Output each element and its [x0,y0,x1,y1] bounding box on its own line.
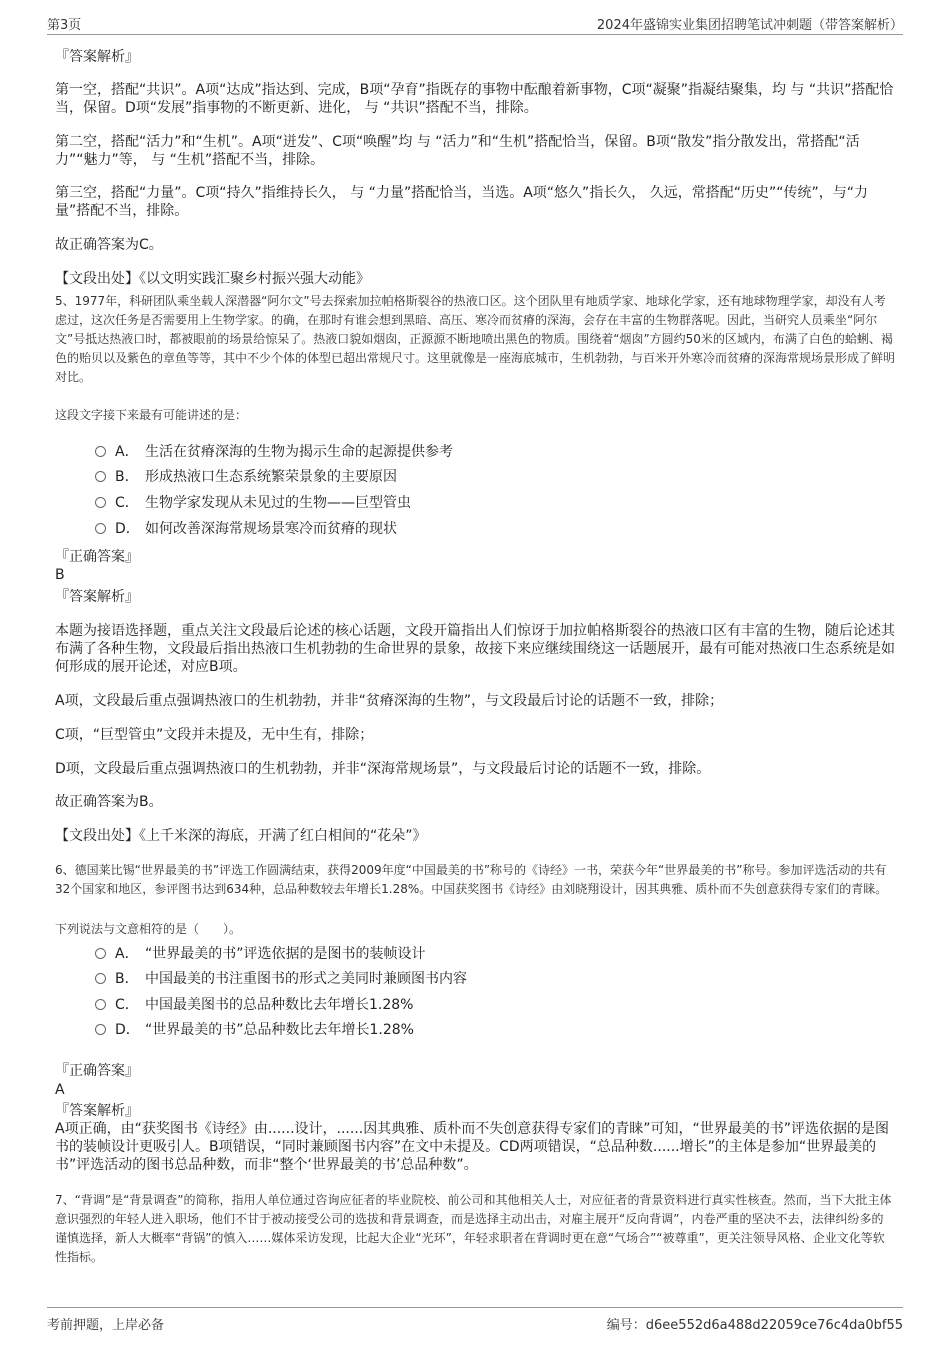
q6-option-a[interactable]: A． “世界最美的书”评选依据的是图书的装帧设计 [95,944,426,964]
q6-answer: A [55,1082,65,1098]
q6-option-c[interactable]: C． 中国最美图书的总品种数比去年增长1.28% [95,995,413,1015]
q6-option-b[interactable]: B． 中国最美的书注重图书的形式之美同时兼顾图书内容 [95,969,467,989]
page-footer [47,1307,903,1332]
q5-analysis-label: 『答案解析』 [55,589,139,605]
q6-answer-label: 『正确答案』 [55,1063,139,1079]
page-header [47,12,903,35]
document-title: 2024年盛锦实业集团招聘笔试冲刺题（带答案解析） [596,18,903,33]
q5-option-c[interactable]: C． 生物学家发现从未见过的生物——巨型管虫 [95,493,411,513]
q7-passage: 7、“背调”是“背景调查”的简称，指用人单位通过咨询应征者的毕业院校、前公司和其他相关人士，对应征者的背景资料进行真实性核查。然而，当下大批主体意识强烈的年轻人进入职场，他们不甘于被动接受公司的选拔和背景调查，而是选择主动出击，对雇主展开“反向背调”，内卷严重的坚决不去，法律纠纷多的谨慎选择，新人大概率“背锅”的慎入……媒体采访发现，比起大企业“光环”，年轻求职者在背调时更在意“气场合”“被尊重”，更关注领导风格、企业文化等软性指标。 [55,1193,892,1264]
q5-analysis-p4: D项，文段最后重点强调热液口的生机勃勃，并非“深海常规场景”，与文段最后讨论的话题不一致，排除。 [55,761,711,777]
q4-source: 【文段出处】《以文明实践汇聚乡村振兴强大动能》 [55,271,370,287]
radio-icon[interactable] [95,497,106,508]
q5-passage: 5、1977年，科研团队乘坐载人深潜器“阿尔文”号去探索加拉帕格斯裂谷的热液口区。这个团队里有地质学家、地球化学家，还有地球物理学家，却没有人考虑过，这次任务是否需要用上生物学家。的确，在那时有谁会想到黑暗、高压、寒冷而贫瘠的深海，会存在丰富的生物群落呢。因此，当研究人员乘坐“阿尔文”号抵达热液口时，都被眼前的场景给惊呆了。热液口貌如烟囱，正源源不断地喷出黑色的物质。围绕着“烟囱”方圆约50米的区域内，布满了白色的蛤蜊、褐色的贻贝以及紫色的章鱼等等，其中不少个体的体型已超出常规尺寸。这里就像是一座海底城市，生机勃勃，与百米开外寒冷而贫瘠的深海常规场景形成了鲜明对比。 [55,294,896,384]
radio-icon[interactable] [95,999,106,1010]
q4-analysis-p1: 第一空，搭配“共识”。A项“达成”指达到、完成，B项“孕育”指既存的事物中酝酿着新事物，C项“凝聚”指凝结聚集，均 与 “共识”搭配恰当，保留。D项“发展”指事物的不断更新、进化， 与 “共识”搭配不当，排除。 [55,82,894,116]
q5-option-a[interactable]: A． 生活在贫瘠深海的生物为揭示生命的起源提供参考 [95,442,453,462]
q6-analysis-p1: A项正确，由“获奖图书《诗经》由......设计，......因其典雅、质朴而不失创意获得专家们的青睐”可知，“世界最美的书”评选依据的是图书的装帧设计更吸引人。B项错误，“同时兼顾图书内容”在文中未提及。CD两项错误，“总品种数......增长”的主体是参加“世界最美的书”评选活动的图书总品种数，而非“整个‘世界最美的书’总品种数”。 [55,1121,889,1173]
radio-icon[interactable] [95,1024,106,1035]
q6-stem: 下列说法与文意相符的是（ ）。 [55,922,242,936]
q5-answer: B [55,567,65,583]
q6-option-d[interactable]: D． “世界最美的书”总品种数比去年增长1.28% [95,1020,414,1040]
q5-option-b[interactable]: B． 形成热液口生态系统繁荣景象的主要原因 [95,467,397,487]
radio-icon[interactable] [95,446,106,457]
q6-passage: 6、德国莱比锡“世界最美的书”评选工作圆满结束，获得2009年度“中国最美的书”称号的《诗经》一书，荣获今年“世界最美的书”称号。参加评选活动的共有32个国家和地区，参评图书达到634种，总品种数较去年增长1.28%。中国获奖图书《诗经》由刘晓翔设计，因其典雅、质朴而不失创意获得专家们的青睐。 [55,863,888,896]
radio-icon[interactable] [95,523,106,534]
q5-analysis-p1: 本题为接语选择题，重点关注文段最后论述的核心话题，文段开篇指出人们惊讶于加拉帕格斯裂谷的热液口区有丰富的生物，随后论述其布满了各种生物，文段最后指出热液口生机勃勃的生命世界的景象，故接下来应继续围绕这一话题展开，最有可能对热液口生态系统是如何形成的展开论述，对应B项。 [55,623,895,675]
q4-analysis-label: 『答案解析』 [55,49,139,65]
page-number: 第3页 [47,18,82,33]
document-id: 编号：d6ee552d6a488d22059ce76c4da0bf55 [606,1318,903,1333]
radio-icon[interactable] [95,973,106,984]
q6-analysis-label: 『答案解析』 [55,1103,139,1119]
q5-analysis-p2: A项，文段最后重点强调热液口的生机勃勃，并非“贫瘠深海的生物”，与文段最后讨论的话题不一致，排除； [55,693,724,709]
footer-slogan: 考前押题，上岸必备 [47,1318,165,1333]
radio-icon[interactable] [95,471,106,482]
q4-analysis-p3: 第三空，搭配“力量”。C项“持久”指维持长久， 与 “力量”搭配恰当，当选。A项“悠久”指长久， 久远，常搭配“历史”“传统”，与“力量”搭配不当，排除。 [55,185,868,219]
q5-option-d[interactable]: D． 如何改善深海常规场景寒冷而贫瘠的现状 [95,519,397,539]
q4-conclusion: 故正确答案为C。 [55,237,163,253]
q5-conclusion: 故正确答案为B。 [55,794,163,810]
q5-stem: 这段文字接下来最有可能讲述的是： [55,408,248,422]
q5-source: 【文段出处】《上千米深的海底，开满了红白相间的“花朵”》 [55,828,427,844]
radio-icon[interactable] [95,948,106,959]
q5-answer-label: 『正确答案』 [55,549,139,565]
q5-analysis-p3: C项，“巨型管虫”文段并未提及，无中生有，排除； [55,727,374,743]
q4-analysis-p2: 第二空，搭配“活力”和“生机”。A项“迸发”、C项“唤醒”均 与 “活力”和“生机”搭配恰当，保留。B项“散发”指分散发出，常搭配“活力”“魅力”等， 与 “生机”搭配不当，排除。 [55,134,860,168]
